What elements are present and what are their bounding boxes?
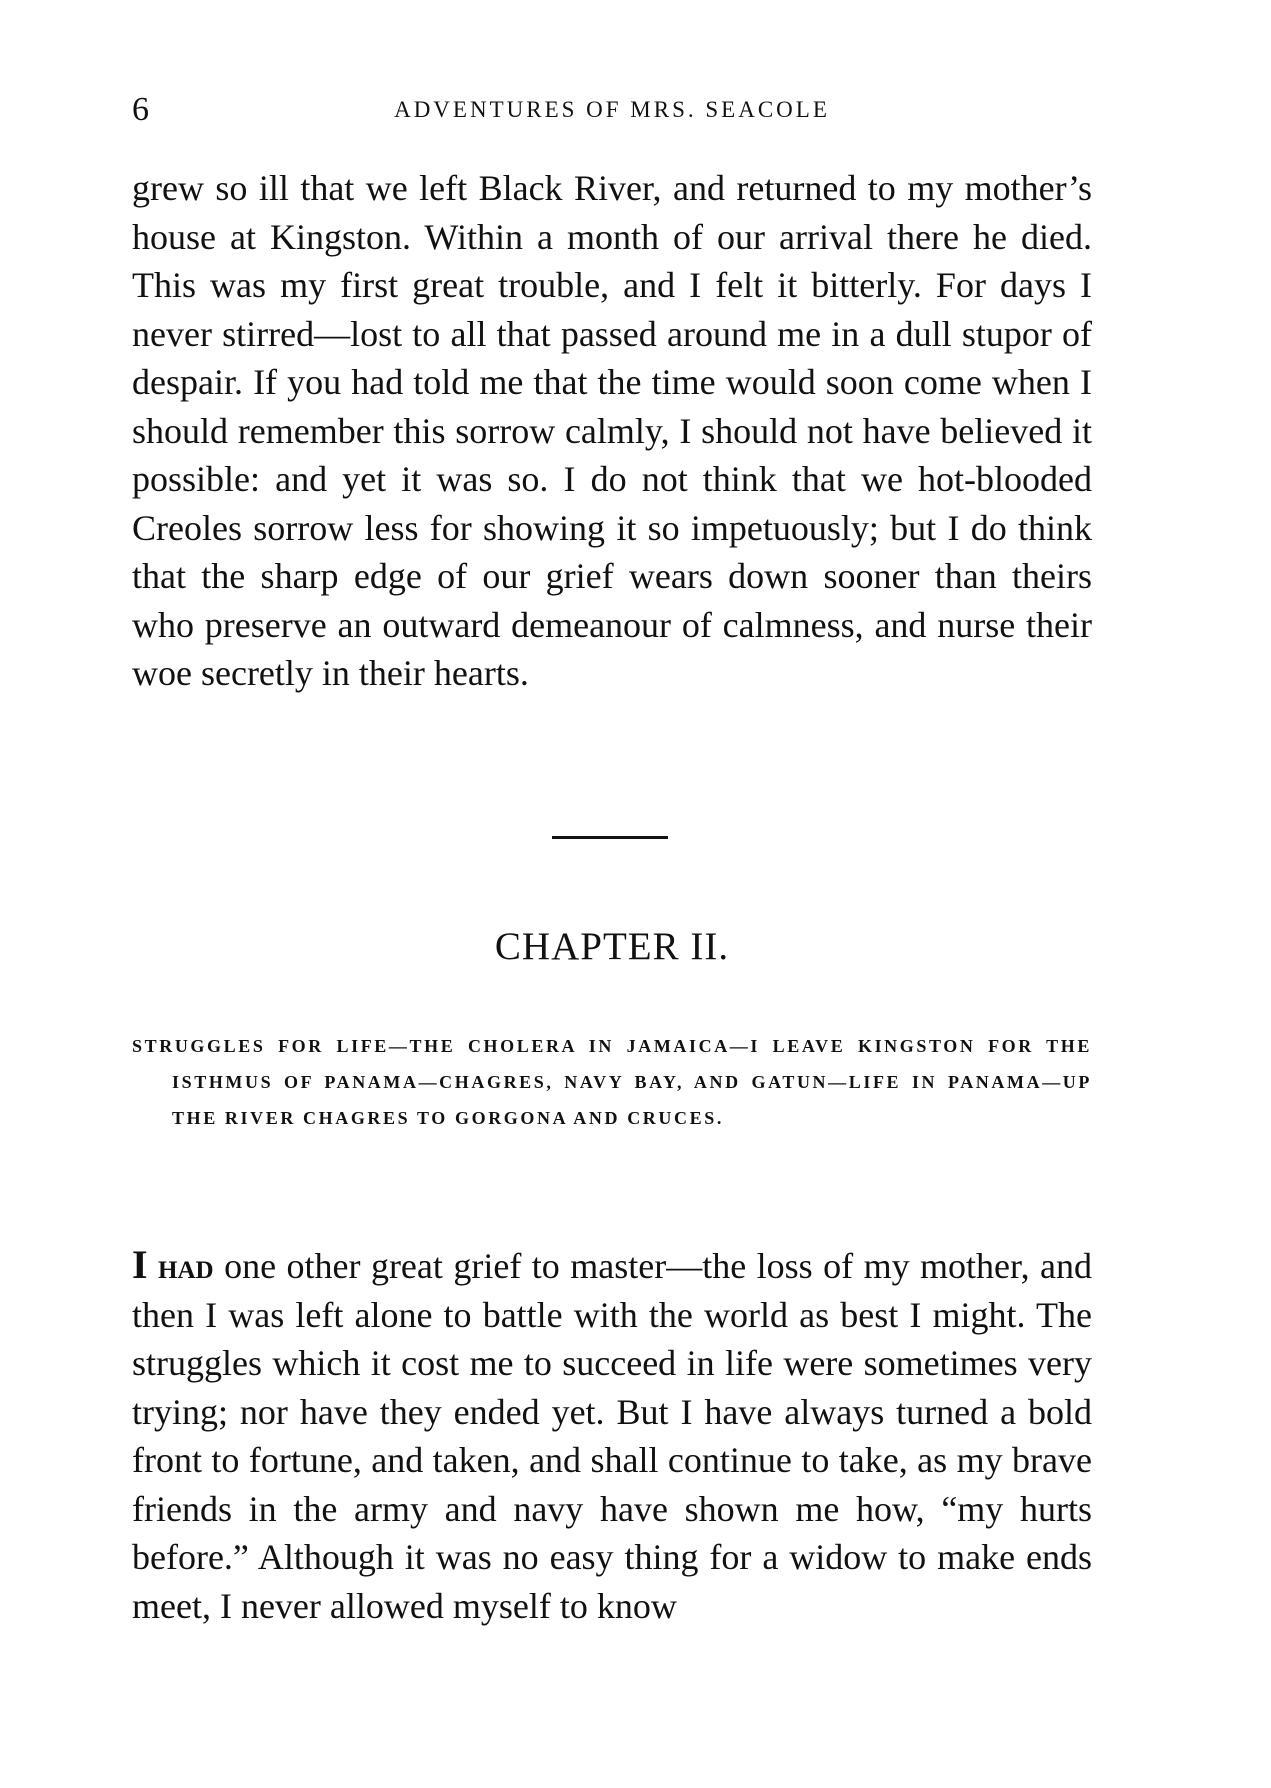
opening-word [132,1242,214,1287]
opening-capital: I [132,1242,148,1287]
opening-smallcaps: had [158,1246,214,1286]
opening-paragraph-text: one other great grief to master—the loss of my mother, and then I was left alone to battle with the world as best I might. The struggles which it cost me to succeed in life were sometimes very trying; nor have they ended yet. But I have always turned a bold front to fortune, and taken, and shall continue to take, as my brave friends in the army and navy have shown me how, “my hurts before.” Although it was no easy thing for a widow to make ends meet, I never allowed myself to know [132,1246,1093,1626]
running-head [132,90,1092,130]
chapter-summary: STRUGGLES FOR LIFE—THE CHOLERA IN JAMAICA—I LEAVE KINGSTON FOR THE ISTHMUS OF PANAMA—CHAGRES, NAVY BAY, AND GATUN—LIFE IN PANAMA—UP THE RIVER CHAGRES TO GORGONA AND CRUCES. [132,1036,1092,1128]
section-divider [552,836,668,839]
running-title: ADVENTURES OF MRS. SEACOLE [394,97,830,122]
body-paragraph: grew so ill that we left Black River, and returned to my mother’s house at Kingston. Within a month of our arrival there he died. This was my first great trouble, and I felt it bitterly. For days I never stirred—lost to all that passed around me in a dull stupor of despair. If you had told me that the time would soon come when I should remember this sorrow calmly, I should not have believed it possible: and yet it was so. I do not think that we hot-blooded Creoles sorrow less for showing it so impetuously; but I do think that the sharp edge of our grief wears down sooner than theirs who preserve an outward demeanour of calmness, and nurse their woe secretly in their hearts. [132,168,1092,693]
page-number: 6 [132,91,149,128]
chapter-opening-paragraph [132,1241,1092,1630]
chapter-heading: CHAPTER II. [494,925,730,968]
